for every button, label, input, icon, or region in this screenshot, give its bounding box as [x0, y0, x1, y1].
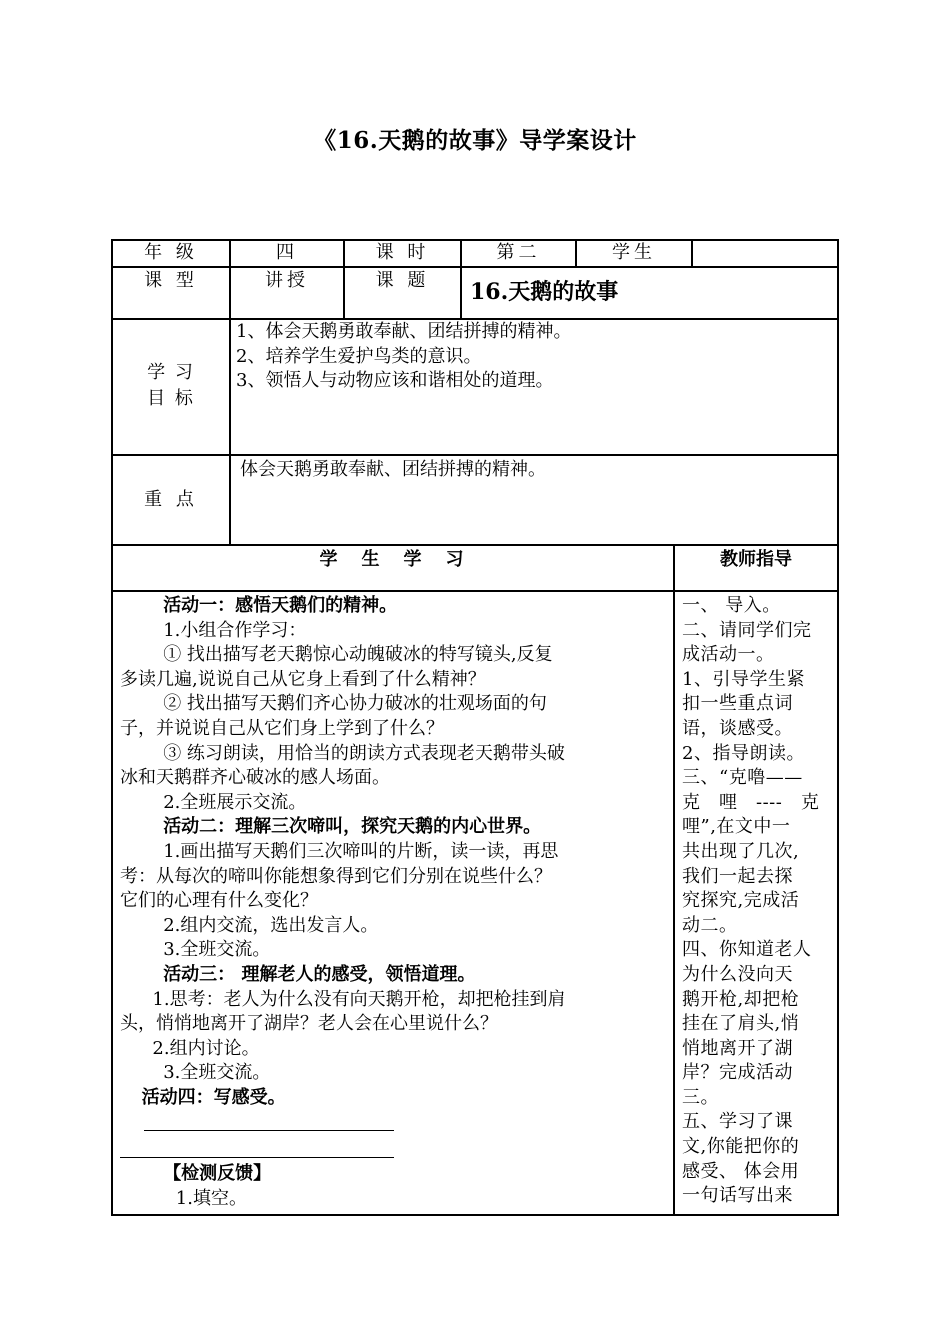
guide-line: 五、学习了课 — [682, 1111, 793, 1133]
goals-label-line-2: 目 标 — [147, 388, 195, 409]
activity-heading: 活动一：感悟天鹅们的精神。 — [163, 595, 398, 616]
period-label: 课 时 — [375, 242, 430, 263]
topic-value: 16.天鹅的故事 — [470, 279, 619, 305]
activity-line: ② 找出描写天鹅们齐心协力破冰的壮观场面的句 — [163, 693, 547, 715]
grade-value: 四 — [276, 242, 298, 263]
activity-line: 子，并说说自己从它们身上学到了什么？ — [120, 717, 444, 739]
teacher-guidance — [682, 594, 832, 1209]
guide-line: 语，谈感受。 — [682, 717, 793, 739]
activity-line: 2.全班展示交流。 — [163, 791, 307, 813]
guide-line: 究探究,完成活 — [682, 890, 800, 912]
guide-line: 一、 导入。 — [682, 595, 781, 616]
activity-line: ③ 练习朗读，用恰当的朗读方式表现老天鹅带头破 — [163, 742, 565, 764]
guide-line: 悄地离开了湖 — [682, 1037, 793, 1059]
row-divider — [111, 590, 839, 592]
type-label: 课 型 — [144, 270, 198, 291]
guide-line: 我们一起去探 — [682, 865, 793, 887]
period-value: 第二 — [496, 242, 541, 263]
activity-line: 1.画出描写天鹅们三次啼叫的片断，读一读，再思 — [163, 840, 559, 862]
student-label: 学生 — [612, 242, 656, 263]
teacher-guide-header: 教师指导 — [720, 549, 792, 570]
goals-list — [236, 320, 834, 394]
document-title: 《16.天鹅的故事》导学案设计 — [313, 127, 637, 154]
guide-line: 一句话写出来 — [682, 1185, 793, 1207]
guide-line: 共出现了几次, — [682, 840, 800, 862]
activity-line: 冰和天鹅群齐心破冰的感人场面。 — [120, 767, 390, 789]
activity-line: 多读几遍,说说自己从它身上看到了什么精神？ — [120, 668, 486, 690]
guide-line: 挂在了肩头,悄 — [682, 1013, 800, 1035]
guide-line: 文,你能把你的 — [682, 1136, 800, 1158]
grade-label: 年 级 — [144, 242, 198, 263]
activity-heading: 活动三： 理解老人的感受，领悟道理。 — [163, 963, 476, 985]
guide-line: 动二。 — [682, 914, 738, 936]
guide-line: 岸？完成活动 — [682, 1062, 793, 1084]
activity-line: 1.填空。 — [175, 1188, 247, 1210]
activity-line: 2.组内交流，选出发言人。 — [163, 914, 379, 936]
goal-item: 3、领悟人与动物应该和谐相处的道理。 — [236, 370, 554, 392]
student-name-field[interactable] — [693, 240, 837, 266]
activity-line: 2.组内讨论。 — [152, 1037, 260, 1059]
guide-line: 三、“克噜—— — [682, 767, 803, 789]
guide-line: 1、引导学生紧 — [682, 668, 805, 690]
activity-line: 考：从每次的啼叫你能想象得到它们分别在说些什么？ — [120, 865, 552, 887]
feedback-heading: 【检测反馈】 — [163, 1163, 272, 1185]
activity-line: ① 找出描写老天鹅惊心动魄破冰的特写镜头,反复 — [163, 644, 553, 666]
activity-line: 3.全班交流。 — [163, 939, 271, 961]
activity-line: 1.小组合作学习： — [163, 619, 307, 641]
goal-item: 2、培养学生爱护鸟类的意识。 — [236, 345, 482, 367]
guide-line: 鹅开枪,却把枪 — [682, 988, 800, 1010]
key-value: 体会天鹅勇敢奉献、团结拼搏的精神。 — [240, 459, 546, 480]
activity-heading: 活动二：理解三次啼叫，探究天鹅的内心世界。 — [163, 816, 542, 838]
student-study-header: 学 生 学 习 — [319, 549, 467, 570]
row-divider — [111, 454, 839, 456]
student-activities — [120, 594, 668, 1212]
guide-line: 克 哩 ---- 克 — [682, 791, 820, 813]
activity-line: 它们的心理有什么变化？ — [120, 890, 318, 912]
guide-line: 四、你知道老人 — [682, 939, 812, 961]
goals-label-line-1: 学 习 — [147, 362, 195, 383]
guide-line: 为什么没向天 — [682, 963, 793, 985]
goals-label — [113, 360, 229, 412]
guide-line: 成活动一。 — [682, 644, 775, 666]
key-label: 重 点 — [144, 489, 198, 510]
guide-line: 扣一些重点词 — [682, 693, 793, 715]
activity-line: 头，悄悄地离开了湖岸？老人会在心里说什么？ — [120, 1013, 498, 1035]
guide-line: 二、请同学们完 — [682, 619, 812, 641]
guide-line: 2、指导朗读。 — [682, 742, 805, 764]
guide-line: 哩”,在文中一 — [682, 816, 791, 838]
type-value: 讲授 — [265, 270, 309, 291]
topic-label: 课 题 — [375, 270, 430, 291]
goal-item: 1、体会天鹅勇敢奉献、团结拼搏的精神。 — [236, 321, 572, 342]
guide-line: 感受、 体会用 — [682, 1160, 800, 1182]
activity-line: 3.全班交流。 — [163, 1062, 271, 1084]
activity-heading: 活动四：写感受。 — [141, 1086, 286, 1108]
col-divider — [673, 544, 675, 1216]
guide-line: 三。 — [682, 1086, 719, 1108]
activity-line: 1.思考：老人为什么没有向天鹅开枪，却把枪挂到肩 — [152, 988, 566, 1010]
